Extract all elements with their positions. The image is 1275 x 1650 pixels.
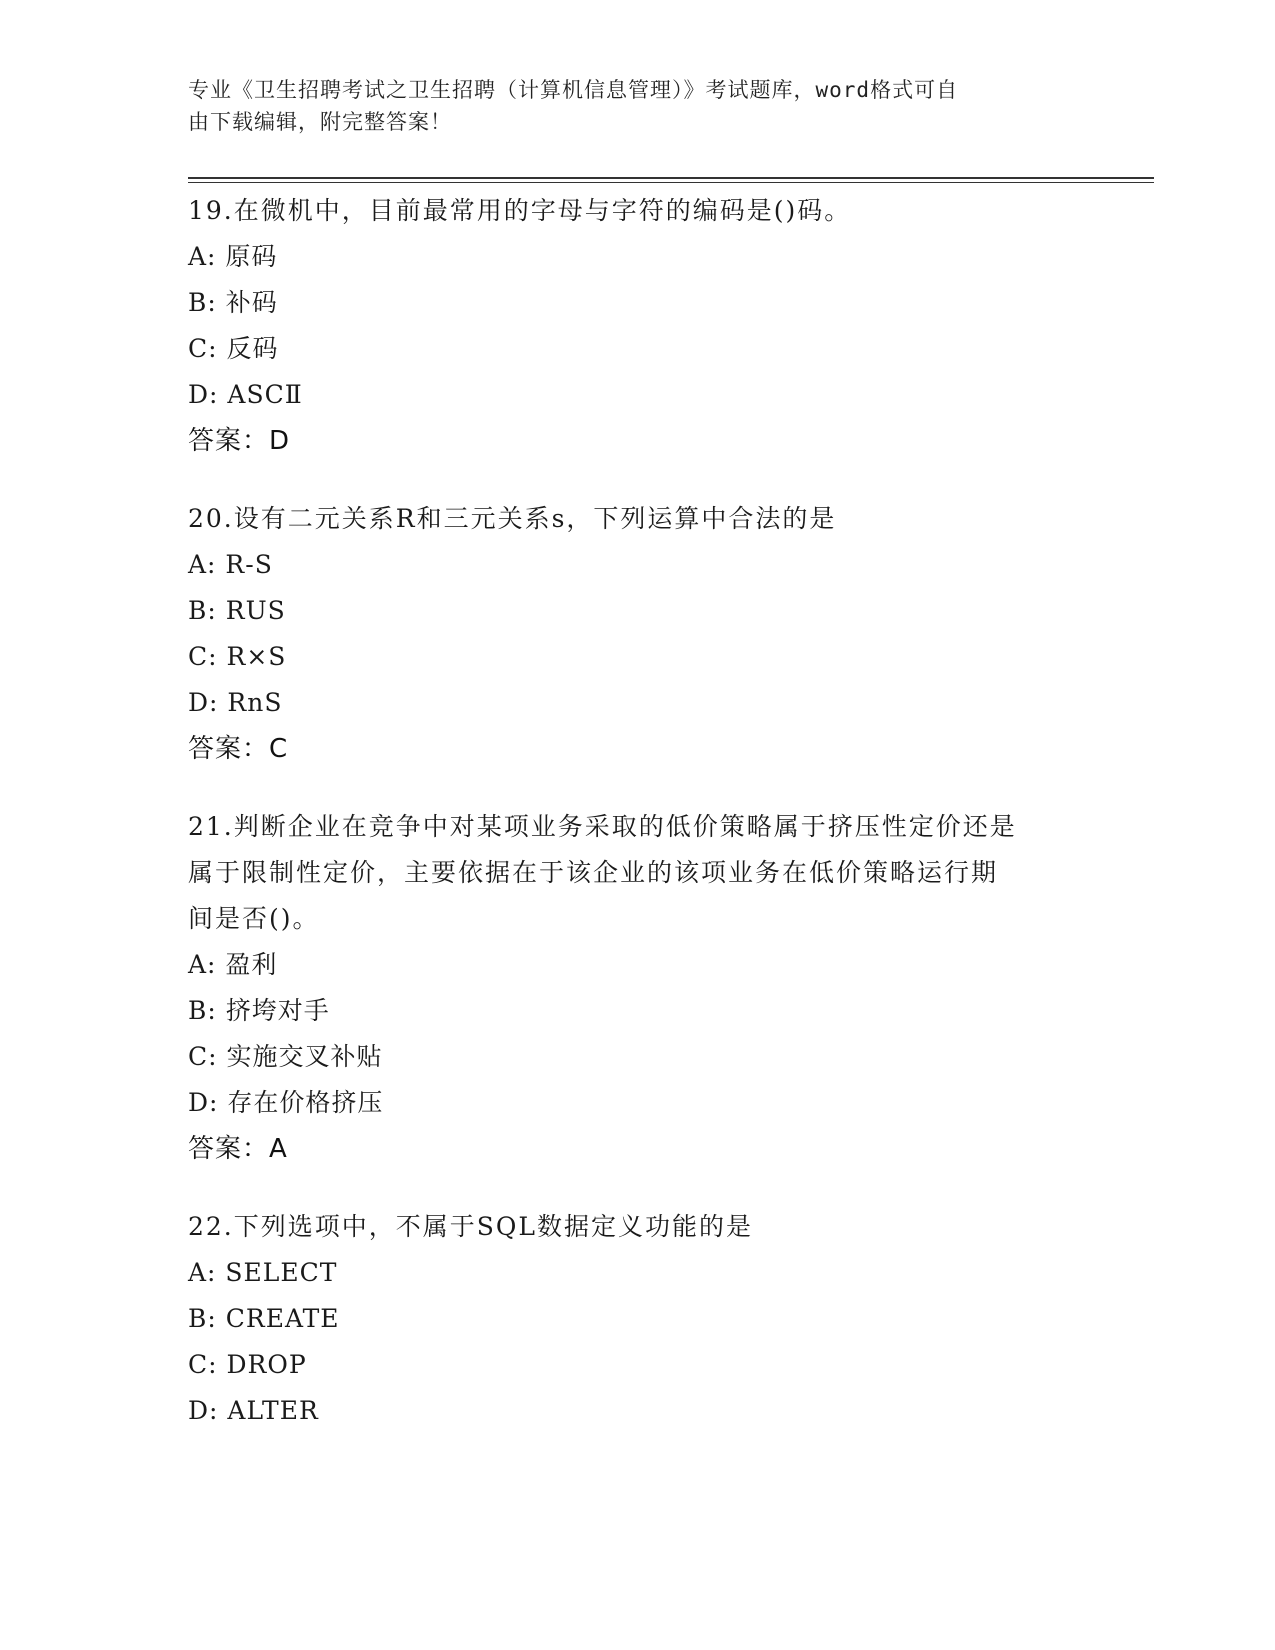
option-b: B: CREATE: [188, 1304, 340, 1333]
option-a: A: 原码: [188, 242, 278, 271]
question-stem-line-1: 21.判断企业在竞争中对某项业务采取的低价策略属于挤压性定价还是: [188, 812, 1017, 841]
header-line-2: 由下载编辑，附完整答案！: [188, 110, 452, 134]
option-a: A: SELECT: [188, 1258, 338, 1287]
header-rule-thick: [188, 177, 1154, 179]
option-d: D: ALTER: [188, 1396, 319, 1425]
question-19: [188, 188, 1088, 464]
question-stem-line-3: 间是否()。: [188, 904, 320, 933]
question-21: [188, 804, 1088, 1172]
question-22: [188, 1204, 1088, 1434]
option-b: B: RUS: [188, 596, 286, 625]
question-stem: 19.在微机中，目前最常用的字母与字符的编码是()码。: [188, 196, 852, 225]
option-c: C: R×S: [188, 642, 287, 671]
answer-line: 答案：C: [188, 734, 289, 764]
option-d: D: ASCⅡ: [188, 380, 303, 409]
question-list: [188, 188, 1088, 1466]
option-d: D: RnS: [188, 688, 283, 717]
option-c: C: 反码: [188, 334, 279, 363]
header-rule-thin: [188, 182, 1154, 183]
answer-line: 答案：D: [188, 426, 291, 456]
document-header: [188, 74, 1068, 138]
question-20: [188, 496, 1088, 772]
question-stem: 22.下列选项中，不属于SQL数据定义功能的是: [188, 1212, 753, 1241]
answer-line: 答案：A: [188, 1134, 288, 1164]
option-d: D: 存在价格挤压: [188, 1088, 384, 1117]
option-b: B: 补码: [188, 288, 278, 317]
header-line-1: 专业《卫生招聘考试之卫生招聘（计算机信息管理）》考试题库，word格式可自: [188, 78, 959, 102]
option-a: A: R-S: [188, 550, 273, 579]
option-c: C: 实施交叉补贴: [188, 1042, 383, 1071]
option-b: B: 挤垮对手: [188, 996, 330, 1025]
option-c: C: DROP: [188, 1350, 307, 1379]
question-stem: 20.设有二元关系R和三元关系s，下列运算中合法的是: [188, 504, 837, 533]
question-stem-line-2: 属于限制性定价，主要依据在于该企业的该项业务在低价策略运行期: [188, 858, 999, 887]
option-a: A: 盈利: [188, 950, 278, 979]
